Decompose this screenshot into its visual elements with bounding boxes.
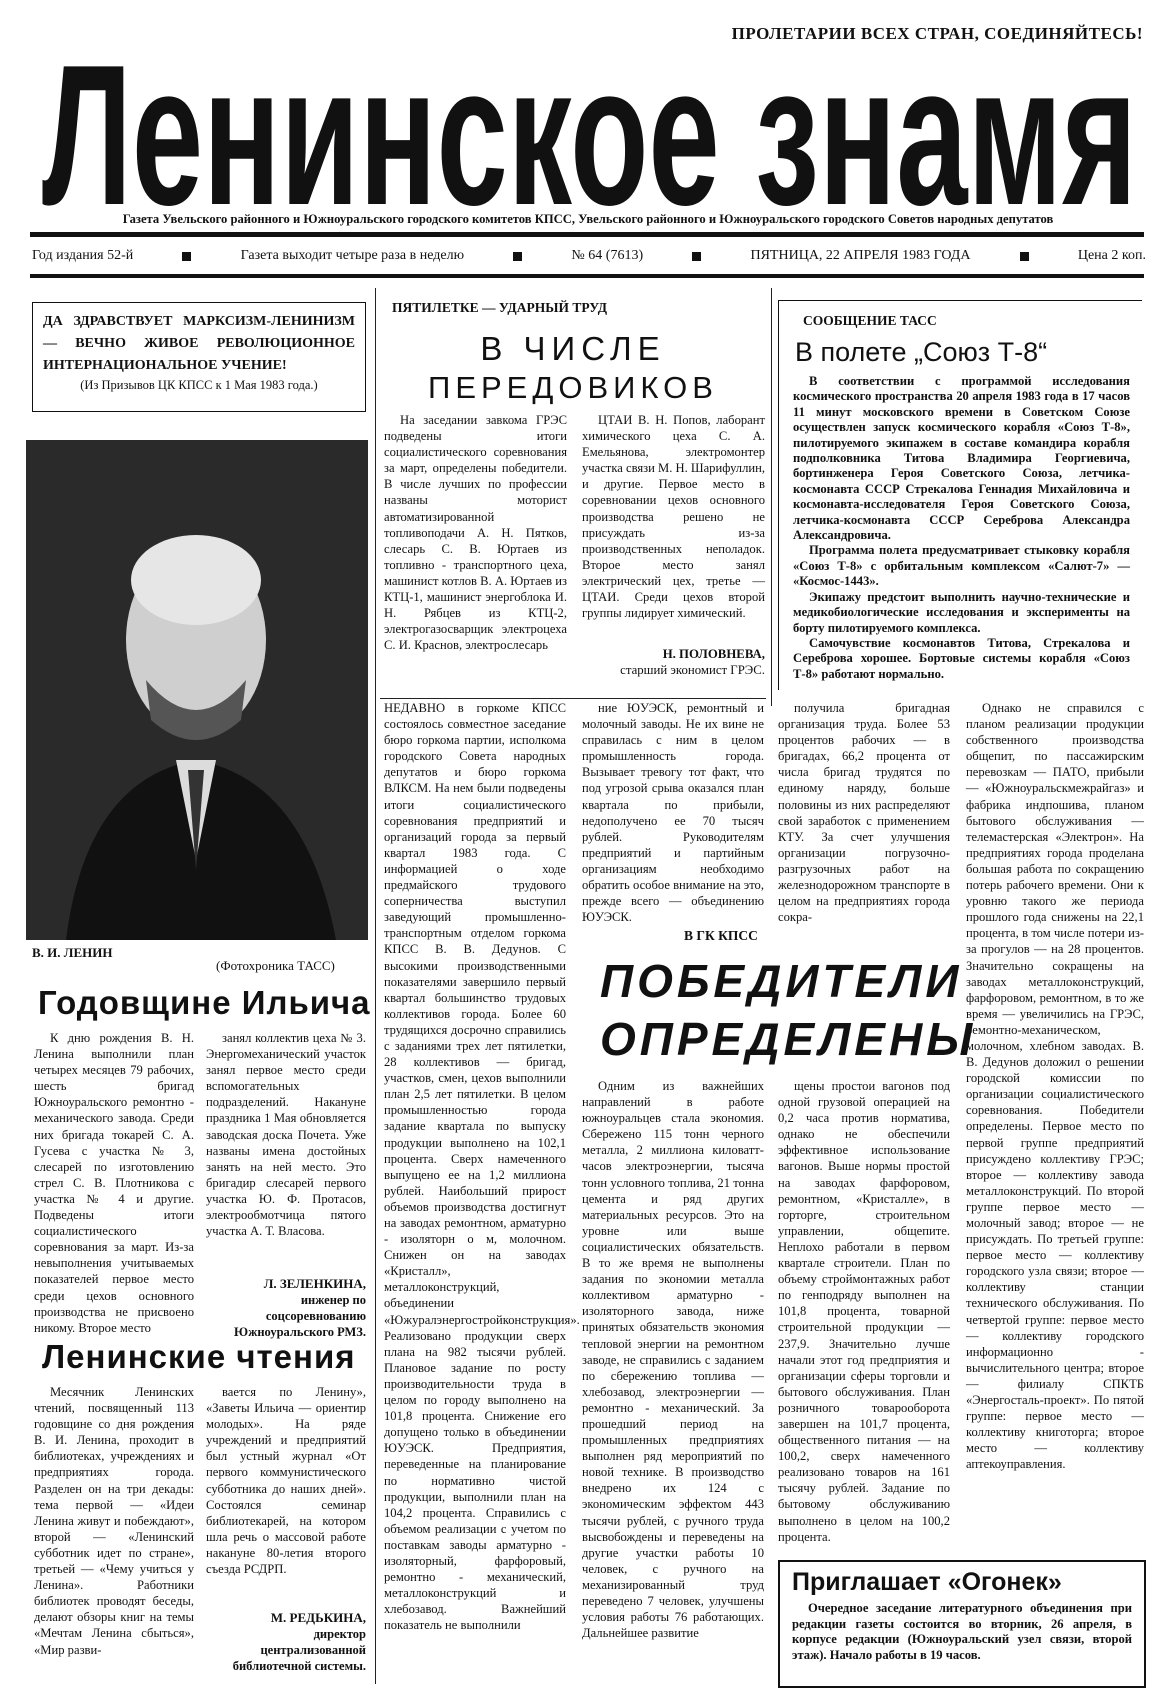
ogonek-text: Очередное заседание литературного объединения при редакции газеты состоится во вторник, 26 апреля, в корпусе редакции (Южноуральский узел связи, второй этаж). Начало работы в 19 часов.	[792, 1601, 1132, 1662]
info-price: Цена 2 коп.	[1077, 248, 1146, 263]
pobediteli-title-line2: ОПРЕДЕЛЕНЫ	[600, 1013, 977, 1065]
separator-square-icon	[513, 252, 522, 261]
lenin-portrait	[26, 440, 368, 940]
separator-square-icon	[1020, 252, 1029, 261]
godovshchina-author: Л. ЗЕЛЕНКИНА, инженер по соцсоревнованию Южноуральского РМЗ.	[234, 1276, 366, 1339]
peredoviki-title-line1: В ЧИСЛЕ	[480, 330, 666, 367]
photo-credit: (Фотохроника ТАСС)	[216, 958, 335, 973]
chteniya-author: М. РЕДЬКИНА, директор централизованной библиотечной системы.	[232, 1610, 366, 1673]
godovshchina-title: Годовщине Ильича	[38, 984, 371, 1021]
slogan-text: ДА ЗДРАВСТВУЕТ МАРКСИЗМ-ЛЕНИНИЗМ — ВЕЧНО ЖИВОЕ РЕВОЛЮЦИОННОЕ ИНТЕРНАЦИОНАЛЬНОЕ УЧЕНИЕ!	[43, 314, 355, 373]
pobediteli-column-2: щены простои вагонов под одной грузовой операцией на 0,2 часа против норматива, однако не обеспечили эффективное использование вагонов. Выше нормы простой на заводах фарфоровом, ремонтном, «Кристалле», в горторге, строительном управлении, общепите. Неплохо работали в первом квартале строители. План по объему строймонтажных работ по генподряду выполнен на 101,8 процента, товарной строительной продукции — 237,9. Значительно лучше начали этот год предприятия и организации сферы торговли и бытового обслуживания. План розничного товарооборота завершен на 101,7 процента, общественного питания — на 100,2, сверх намеченного реализовано товаров на 161 тысячу рублей. Задание по бытовому обслуживанию выполнено в целом на 100,2 процента.	[778, 1079, 950, 1544]
pobediteli-title-line1: ПОБЕДИТЕЛИ	[600, 955, 963, 1007]
column-divider	[375, 288, 376, 1684]
chteniya-column-1: Месячник Ленинских чтений, посвященный 113 годовщине со дня рождения В. И. Ленина, проходит в библиотеках, учреждениях и предприятиях города. Разделен он на три декады: тема первой — «Идеи Ленина живут и побеждают», второй — «Ленинский субботник идет по стране», третьей — «Чему учиться у Ленина». Работники библиотек проводят беседы, делают обзоры книг на темы «Мечтам Ленина сбыться», «Мир разви-	[34, 1385, 194, 1657]
tass-box	[778, 300, 1142, 690]
slogan-box	[32, 302, 366, 412]
gorkom-column-4: Однако не справился с планом реализации продукции собственного производства общепит, по пассажирским перевозкам — ПАТО, прибыли — «Южноуральскмежрайгаз» и фабрика индпошива, планом бытового обслуживания — телемастерская «Электрон». На предприятиях города проделана большая работа по сокращению потерь рабочего времени. Они к уровню такого же периода прошлого года снижены на 22,1 процента, в том числе потери из-за прогулов — на 28 процентов. Значительно сокращены на заводах металлоконструкций, фарфоровом, ремонтном, в то же время — увеличились на ГРЭС, ремонтно-механическом, молочном, хлебном заводах. В. В. Дедунов доложил о решении городской комиссии по организации социалистического соревнования. Победители определены. Первое место по первой группе предприятий присуждено коллективу ГРЭС; второе — коллективу завода металлоконструкций. По второй группе первое место — молочный завод; второе — не присуждать. По третьей группе: первое место — коллективу городского узла связи; второе — коллективу станции технического обслуживания. По четвертой группе: первое место — коллективу городского информационно - вычислительного центра; второе — филиалу СПКТБ «Энергосталь-проект». По пятой группе: первое место — коллективу книготорга; второе место — коллективу аптекоуправления.	[966, 701, 1144, 1472]
masthead-subtitle: Газета Увельского районного и Южноуральского городского комитетов КПСС, Увельского районного и Южноуральского городского Советов народных депутатов	[122, 212, 1054, 226]
ogonek-box	[778, 1560, 1146, 1688]
pobediteli-kicker: В ГК КПСС	[684, 928, 758, 943]
masthead-rule-bottom	[30, 274, 1144, 278]
info-bar	[32, 248, 1146, 264]
photo-caption: В. И. ЛЕНИН	[32, 945, 113, 960]
column-divider	[771, 288, 772, 706]
tass-title: В полете „Союз Т-8“	[795, 337, 1048, 367]
peredoviki-author: Н. ПОЛОВНЕВА, старший экономист ГРЭС.	[620, 647, 765, 677]
peredoviki-kicker: ПЯТИЛЕТКЕ — УДАРНЫЙ ТРУД	[392, 300, 608, 315]
info-date: ПЯТНИЦА, 22 АПРЕЛЯ 1983 ГОДА	[750, 248, 971, 263]
section-divider	[380, 698, 766, 699]
masthead-title-text: Ленинское знамя	[42, 24, 1137, 247]
separator-square-icon	[182, 252, 191, 261]
gorkom-column-3: получила бригадная организация труда. Более 53 процентов рабочих — в бригадах, 66,2 процента от числа бригад трудятся по единому наряду, больше половины из них распределяют свой заработок с применением КТУ. За счет улучшения организации погрузочно-разгрузочных работ на железнодорожном транспорте в целом на предприятиях города сокра-	[778, 701, 950, 925]
info-issue: № 64 (7613)	[571, 248, 644, 263]
peredoviki-column-2: ЦТАИ В. Н. Попов, лаборант химического цеха С. А. Емельянова, электромонтер участка связи М. Н. Шарифуллин, и другие. Первое место в соревновании цехов основного производства решено не присуждать из-за производственных неполадок. Второе место занял электрический цех, третье — ЦТАИ. Среди цехов второй группы лидирует химический.	[582, 413, 766, 621]
chteniya-column-2: вается по Ленину», «Заветы Ильича — ориентир молодых». На ряде учреждений и предприятий был устный журнал «От первого коммунистического субботника до наших дней». Состоялся семинар библиотекарей, на котором шла речь о массовой работе накануне 80-летия второго съезда РСДРП.	[206, 1385, 366, 1577]
godovshchina-column-1: К дню рождения В. Н. Ленина выполнили план четырех месяцев 79 рабочих, шесть бригад Южноуральского ремонтно - механического завода. Среди них бригада токарей С. А. Гусева с участка № 3, слесарей по изготовлению стрел С. В. Плотникова с участка № 4 и другие. Подведены итоги социалистического соревнования за март. Из-за невыполнения учитываемых показателей первое место среди цехов основного производства не присвоено никому. Второе место	[34, 1031, 194, 1335]
tass-kicker: СООБЩЕНИЕ ТАСС	[803, 313, 937, 328]
gorkom-column-1: НЕДАВНО в горкоме КПСС состоялось совместное заседание бюро горкома партии, исполкома городского Совета народных депутатов и бюро горкома ВЛКСМ. На нем были подведены итоги социалистического соревнования предприятий и организаций города за первый квартал 1983 года. С информацией о ходе предмайского трудового соперничества выступил заведующий промышленно-транспортным отделом горкома КПСС В. В. Дедунов. С высокими производственными показателями завершило первый квартал большинство трудовых коллективов города. Более 60 трудящихся досрочно справились с заданиями трех лет пятилетки, 28 коллективов — бригад, участков, смен, цехов выполнили план 2,5 лет пятилетки. В целом промышленностью города задание квартала по выпуску продукции выполнено на 102,1 процента. Сверх намеченного выпущено ее на 1,2 миллиона рублей. Наибольший прирост объемов производства достигнут на заводах ремонтном, арматурно - изоляторн о м, молочном. Снижен он на заводах «Кристалл», металлоконструкций, объединении «Южуралэнергостройконструкция». Реализовано продукции сверх плана на 982 тысячи рублей. Плановое задание по росту производительности труда в целом по городу выполнено на 101,8 процента. Снижение его допущено только в объединении ЮУЭСК. Предприятия, переведенные на планирование по нормативно чистой продукции, выполнили план на 104,2 процента. Справились с объемом реализации с учетом по поставкам заводы арматурно - изоляторный, фарфоровый, ремонтно - механический, металлоконструкций и хлебозавод. Важнейший показатель не выполнили	[384, 701, 580, 1633]
masthead-slogan: ПРОЛЕТАРИИ ВСЕХ СТРАН, СОЕДИНЯЙТЕСЬ!	[731, 24, 1143, 43]
peredoviki-title-line2: ПЕРЕДОВИКОВ	[428, 370, 718, 405]
peredoviki-column-1: На заседании завкома ГРЭС подведены итоги социалистического соревнования за март, определены победители. В числе лучших по профессии названы моторист автоматизированной топливоподачи А. Н. Пятков, слесарь С. В. Юртаев из топливно - транспортного цеха, машинист котлов В. А. Юртаев из КТЦ-1, машинист энергоблока И. Н. Рябцев из КТЦ-2, электрогазосварщик электроцеха С. И. Краснов, электрослесарь	[384, 413, 567, 653]
slogan-source: (Из Призывов ЦК КПСС к 1 Мая 1983 года.)	[80, 378, 318, 392]
masthead-rule-top	[30, 232, 1144, 237]
gorkom-column-2: ние ЮУЭСК, ремонтный и молочный заводы. Не их вине не справилась с ним в целом промышленность города. Вызывает тревогу тот факт, что под угрозой срыва оказался план квартала по прибыли, недополучено ее 70 тысяч рублей. Руководителям предприятий и партийным организациям необходимо обратить особое внимание на это, прежде всего — объединению ЮУЭСК.	[582, 701, 764, 925]
chteniya-title: Ленинские чтения	[42, 1338, 356, 1375]
info-year: Год издания 52-й	[32, 248, 134, 263]
godovshchina-column-2: занял коллектив цеха № 3. Энергомеханический участок занял первое место среди вспомогательных подразделений. Накануне праздника 1 Мая обновляется заводская доска Почета. Уже названы имена достойных занять на ней место. Это бригадир слесарей первого участка Ю. Ф. Протасов, электрообмотчица пятого участка А. Т. Власова.	[206, 1031, 366, 1239]
tass-body: В соответствии с программой исследования космического пространства 20 апреля 1983 года в 17 часов 11 минут московского времени в Советском Союзе осуществлен запуск космического корабля «Союз Т-8», пилотируемого экипажем в составе командира корабля подполковника Титова Владимира Георгиевича, бортинженера Героя Советского Союза, летчика-космонавта СССР Стрекалова Геннадия Михайловича и космонавта-исследователя Героя Советского Союза, летчика-космонавта СССР Сереброва Александра Александровича. Программа полета предусматривает стыковку корабля «Союз Т-8» с орбитальным комплексом «Салют-7» — «Космос-1443». Экипажу предстоит выполнить научно-технические и медикобиологические исследования и эксперименты на борту пилотируемого комплекса. Самочувствие космонавтов Титова, Стрекалова и Сереброва хорошее. Бортовые системы корабля «Союз Т-8» работают нормально.	[793, 374, 1130, 681]
pobediteli-column-1: Одним из важнейших направлений в работе южноуральцев стала экономия. Сбережено 115 тонн черного металла, 2 миллиона киловатт-часов электроэнергии, тысяча тонн условного топлива, 21 тонна цемента и ряд других материальных ресурсов. Это на уровне или выше социалистических обязательств. В то же время не выполнены задания по экономии металла коллективом арматурно - изоляторного завода, ниже принятых обязательств экономия тепловой энергии на ремонтном заводе, не справились с заданием по сбережению топлива — хлебозавод, электроэнергии — ремонтно - механический. За прошедший период на промышленных предприятиях выполнен ряд мероприятий по новой технике. В производство внедрено их 124 с экономическим эффектом 443 тысячи рублей, с ручного труда высвобождены и переведены на другие участки работы 10 человек, с ручного на механизированный труд переведено 7 человек, улучшены условия работы 76 работающих. Дальнейшее развитие	[582, 1079, 764, 1641]
ogonek-title: Приглашает «Огонек»	[792, 1568, 1062, 1596]
separator-square-icon	[692, 252, 701, 261]
info-frequency: Газета выходит четыре раза в неделю	[240, 248, 465, 263]
